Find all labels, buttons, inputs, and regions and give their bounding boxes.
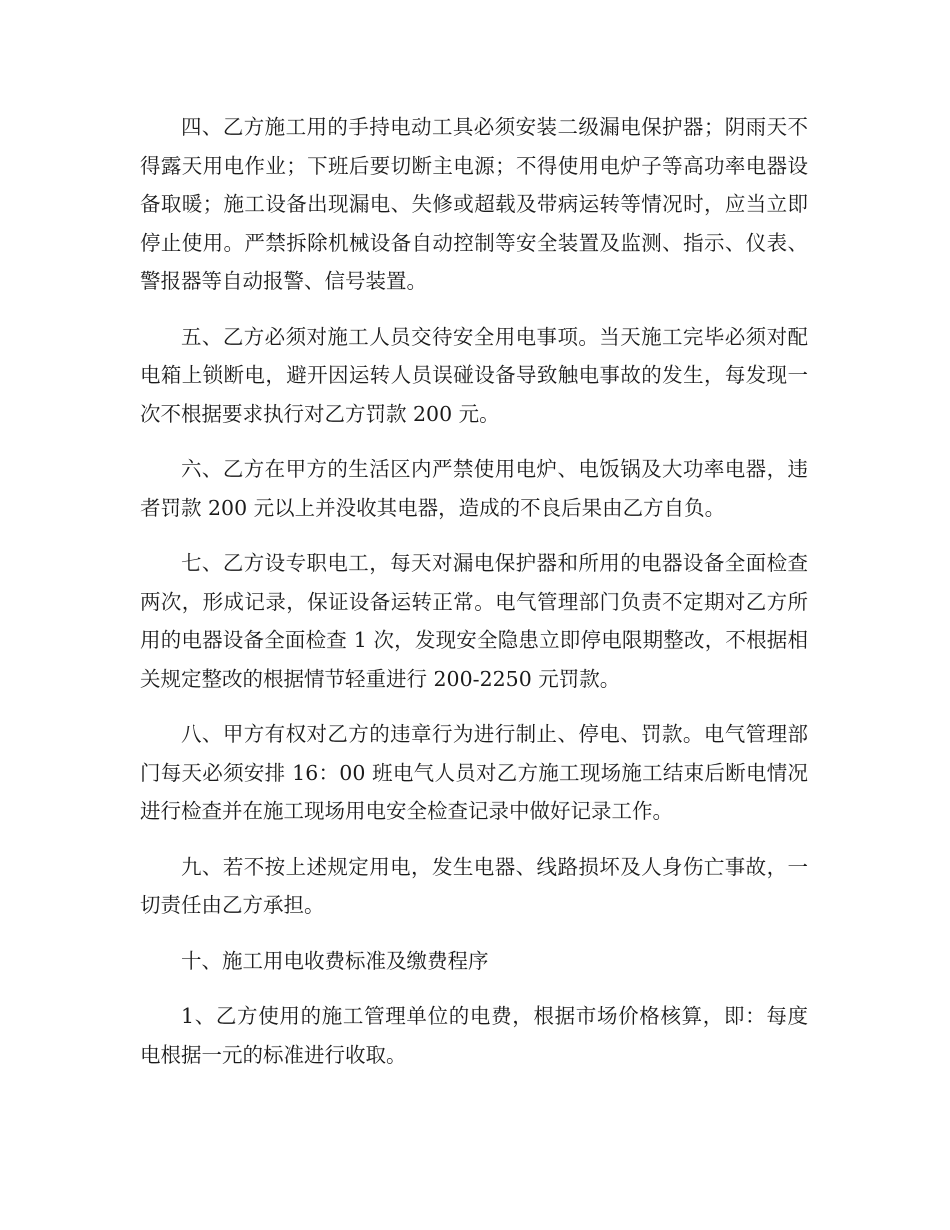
paragraph-5: 五、乙方必须对施工人员交待安全用电事项。当天施工完毕必须对配电箱上锁断电，避开因运转人员误碰设备导致触电事故的发生，每发现一次不根据要求执行对乙方罚款 200 元。	[140, 324, 808, 426]
paragraph-10-item-1: 1、乙方使用的施工管理单位的电费，根据市场价格核算，即：每度电根据一元的标准进行收取。	[140, 1004, 808, 1067]
document-body	[140, 108, 808, 1091]
paragraph-10-heading: 十、施工用电收费标准及缴费程序	[181, 948, 489, 973]
paragraph-4: 四、乙方施工用的手持电动工具必须安装二级漏电保护器；阴雨天不得露天用电作业；下班后要切断主电源；不得使用电炉子等高功率电器设备取暖；施工设备出现漏电、失修或超载及带病运转等情况时，应当立即停止使用。严禁拆除机械设备自动控制等安全装置及监测、指示、仪表、警报器等自动报警、信号装置。	[140, 115, 808, 293]
paragraph-6: 六、乙方在甲方的生活区内严禁使用电炉、电饭锅及大功率电器，违者罚款 200 元以上并没收其电器，造成的不良后果由乙方自负。	[140, 457, 808, 520]
paragraph-9: 九、若不按上述规定用电，发生电器、线路损坏及人身伤亡事故，一切责任由乙方承担。	[140, 854, 808, 917]
paragraph-8: 八、甲方有权对乙方的违章行为进行制止、停电、罚款。电气管理部门每天必须安排 16：00 班电气人员对乙方施工现场施工结束后断电情况进行检查并在施工现场用电安全检查记录中做好记录工作。	[140, 722, 808, 823]
paragraph-7: 七、乙方设专职电工，每天对漏电保护器和所用的电器设备全面检查两次，形成记录，保证设备运转正常。电气管理部门负责不定期对乙方所用的电器设备全面检查 1 次，发现安全隐患立即停电限期整改，不根据相关规定整改的根据情节轻重进行 200-2250 元罚款。	[140, 551, 808, 691]
